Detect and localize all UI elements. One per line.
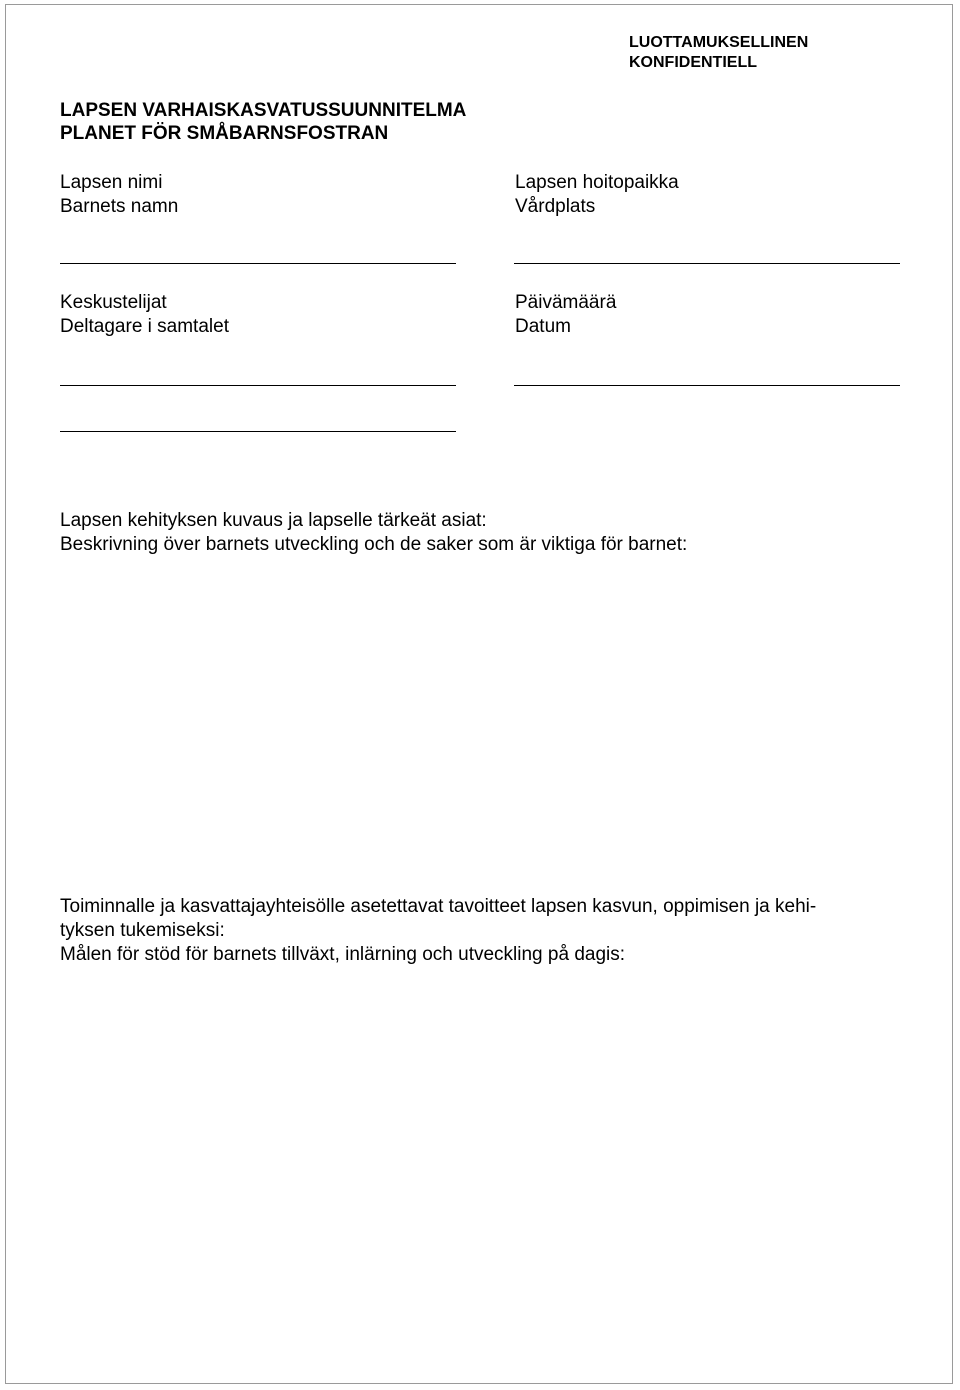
title-fi: LAPSEN VARHAISKASVATUSSUUNNITELMA [60,100,467,121]
confidentiality-label [629,33,808,73]
participants-label [60,291,229,339]
date-field-line[interactable] [514,385,900,386]
goals-heading-fi-line2: tyksen tukemiseksi: [60,920,225,941]
participants-label-fi: Keskustelijat [60,292,167,313]
development-heading-fi: Lapsen kehityksen kuvaus ja lapselle tärkeät asiat: [60,510,487,531]
goals-section-heading [60,895,920,967]
care-place-label-fi: Lapsen hoitopaikka [515,172,679,193]
document-title [60,99,466,145]
goals-heading-fi-line1: Toiminnalle ja kasvattajayhteisölle asetettavat tavoitteet lapsen kasvun, oppimisen ja kehi- [60,896,817,917]
care-place-label [515,171,679,219]
confidentiality-sv: KONFIDENTIELL [629,54,757,71]
title-sv: PLANET FÖR SMÅBARNSFOSTRAN [60,123,389,144]
date-label-fi: Päivämäärä [515,292,617,313]
child-name-label-sv: Barnets namn [60,196,179,217]
date-label [515,291,616,339]
confidentiality-fi: LUOTTAMUKSELLINEN [629,34,809,51]
child-name-label-fi: Lapsen nimi [60,172,163,193]
date-label-sv: Datum [515,316,571,337]
care-place-label-sv: Vårdplats [515,196,596,217]
participants-field-line-1[interactable] [60,385,456,386]
development-section-heading [60,509,687,557]
participants-field-line-2[interactable] [60,431,456,432]
child-name-label [60,171,178,219]
goals-heading-sv: Målen för stöd för barnets tillväxt, inlärning och utveckling på dagis: [60,944,626,965]
development-heading-sv: Beskrivning över barnets utveckling och de saker som är viktiga för barnet: [60,534,688,555]
child-name-field-line[interactable] [60,263,456,264]
participants-label-sv: Deltagare i samtalet [60,316,229,337]
care-place-field-line[interactable] [514,263,900,264]
